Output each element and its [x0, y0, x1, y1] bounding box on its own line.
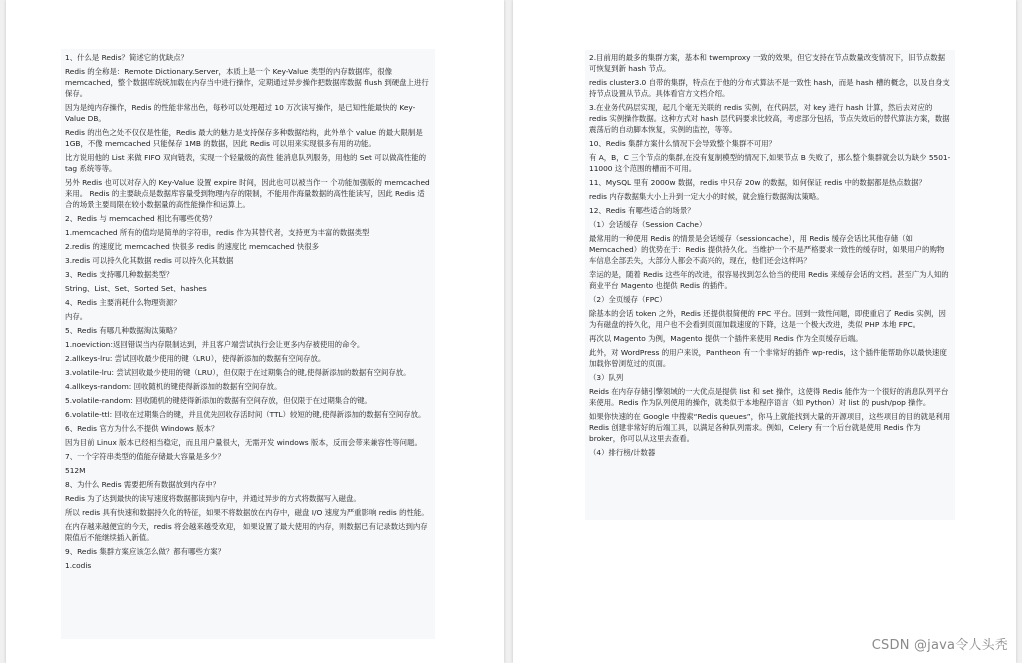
paragraph: 在内存越来越便宜的今天，redis 将会越来越受欢迎， 如果设置了最大使用的内存，则数据已有记录数达到内存限值后不能继续插入新值。	[65, 522, 428, 542]
paragraph: （3）队列	[589, 373, 624, 382]
paragraph: 1、什么是 Redis？简述它的优缺点？	[65, 53, 189, 62]
csdn-watermark: CSDN @java令人头秃	[871, 638, 1008, 653]
paragraph: 最常用的一种使用 Redis 的情景是会话缓存（sessioncache），用 Redis 缓存会话比其他存储（如 Memcached）的优势在于：Redis 提供持久化。当维护一个不是严格要求一致性的缓存时，如果用户的购物车信息全部丢失，大部分人都会不高兴的，现在，他们还会这样吗？	[589, 234, 945, 265]
paragraph: 1.memcached 所有的值均是简单的字符串，redis 作为其替代者，支持更为丰富的数据类型	[65, 228, 370, 237]
paragraph: 512M	[65, 466, 86, 475]
paragraph: Redis 为了达到最快的读写速度将数据都读到内存中，并通过异步的方式将数据写入磁盘。	[65, 494, 361, 503]
paragraph: （2）全页缓存（FPC）	[589, 295, 667, 304]
paragraph: Redis 的出色之处不仅仅是性能，Redis 最大的魅力是支持保存多种数据结构，此外单个 value 的最大限制是 1GB，不像 memcached 只能保存 1MB 的数据，因此 Redis 可以用来实现很多有用的功能。	[65, 128, 423, 148]
paragraph: String、List、Set、Sorted Set、hashes	[65, 284, 207, 293]
document-page-right	[513, 0, 1016, 663]
paragraph: 11、MySQL 里有 2000w 数据，redis 中只存 20w 的数据，如何保证 redis 中的数据都是热点数据？	[589, 178, 926, 187]
paragraph: 1.codis	[65, 561, 92, 570]
paragraph: 2.allkeys-lru: 尝试回收最少使用的键（LRU），使得新添加的数据有空间存放。	[65, 354, 326, 363]
paragraph: 因为目前 Linux 版本已经相当稳定，而且用户量很大，无需开发 windows 版本，反而会带来兼容性等问题。	[65, 438, 422, 447]
paragraph: 9、Redis 集群方案应该怎么做？都有哪些方案？	[65, 547, 226, 556]
paragraph: 3.redis 可以持久化其数据 redis 可以持久化其数据	[65, 256, 234, 265]
paragraph: 比方说用他的 List 来做 FIFO 双向链表，实现一个轻量级的高性 能消息队列服务，用他的 Set 可以做高性能的 tag 系统等等。	[65, 153, 427, 173]
paragraph: Reids 在内存存储引擎领域的一大优点是提供 list 和 set 操作，这使得 Redis 能作为一个很好的消息队列平台来使用。Redis 作为队列使用的操作，就类似于本地程序语言（如 Python）对 list 的 push/pop 操作。	[589, 387, 949, 407]
paragraph: 3.volatile-lru: 尝试回收最少使用的键（LRU），但仅限于在过期集合的键,使得新添加的数据有空间存放。	[65, 368, 411, 377]
paragraph: 6.volatile-ttl: 回收在过期集合的键，并且优先回收存活时间（TTL）较短的键,使得新添加的数据有空间存放。	[65, 410, 426, 419]
paragraph: （1）会话缓存（Session Cache）	[589, 220, 707, 229]
paragraph: 5.volatile-random: 回收随机的键使得新添加的数据有空间存放，但仅限于在过期集合的键。	[65, 396, 372, 405]
paragraph: Redis 的全称是：Remote Dictionary.Server，本质上是一个 Key-Value 类型的内存数据库，很像 memcached，整个数据库统统加载在内存当中进行操作，定期通过异步操作把数据库数据 flush 到硬盘上进行保存。	[65, 67, 429, 98]
paragraph: 另外 Redis 也可以对存入的 Key-Value 设置 expire 时间，因此也可以被当作一 个功能加强版的 memcached 来用。 Redis 的主要缺点是数据库容量受到物理内存的限制，不能用作海量数据的高性能读写，因此 Redis 适合的场景主要局限在较小数据量的高性能操作和运算上。	[65, 178, 430, 209]
paragraph: 幸运的是，随着 Redis 这些年的改进，很容易找到怎么恰当的使用 Redis 来缓存会话的文档。甚至广为人知的商业平台 Magento 也提供 Redis 的插件。	[589, 270, 949, 290]
paragraph: 再次以 Magento 为例，Magento 提供一个插件来使用 Redis 作为全页缓存后端。	[589, 334, 863, 343]
paragraph: 内存。	[65, 312, 88, 321]
paragraph: 7、一个字符串类型的值能存储最大容量是多少？	[65, 452, 225, 461]
paragraph: （4）排行榜/计数器	[589, 448, 656, 457]
paragraph: 1.noeviction:返回错误当内存限制达到，并且客户端尝试执行会让更多内存被使用的命令。	[65, 340, 365, 349]
paragraph: 6、Redis 官方为什么不提供 Windows 版本？	[65, 424, 219, 433]
paragraph: 除基本的会话 token 之外，Redis 还提供很简便的 FPC 平台。回到一致性问题，即使重启了 Redis 实例，因为有磁盘的持久化，用户也不会看到页面加载速度的下降，这是一个极大改进，类似 PHP 本地 FPC。	[589, 309, 946, 329]
paragraph: 5、Redis 有哪几种数据淘汰策略？	[65, 326, 181, 335]
paragraph: 因为是纯内存操作，Redis 的性能非常出色，每秒可以处理超过 10 万次读写操作，是已知性能最快的 Key-Value DB。	[65, 103, 416, 123]
paragraph: 此外，对 WordPress 的用户来说，Pantheon 有一个非常好的插件 wp-redis，这个插件能帮助你以最快速度加载你曾浏览过的页面。	[589, 348, 947, 368]
paragraph: 8、为什么 Redis 需要把所有数据放到内存中？	[65, 480, 220, 489]
paragraph: redis cluster3.0 自带的集群，特点在于他的分布式算法不是一致性 hash，而是 hash 槽的概念，以及自身支持节点设置从节点。具体看官方文档介绍。	[589, 78, 950, 98]
paragraph: 有 A，B，C 三个节点的集群,在没有复制模型的情况下,如果节点 B 失败了，那么整个集群就会以为缺少 5501-11000 这个范围的槽而不可用。	[589, 153, 951, 173]
paragraph: 所以 redis 具有快速和数据持久化的特征，如果不将数据放在内存中，磁盘 I/O 速度为严重影响 redis 的性能。	[65, 508, 429, 517]
paragraph: 4、Redis 主要消耗什么物理资源？	[65, 298, 181, 307]
right-text-column	[585, 50, 955, 520]
paragraph: 12、Redis 有哪些适合的场景？	[589, 206, 695, 215]
paragraph: 2、Redis 与 memcached 相比有哪些优势？	[65, 214, 217, 223]
paragraph: 3、Redis 支持哪几种数据类型？	[65, 270, 174, 279]
paragraph: 2.目前用的最多的集群方案，基本和 twemproxy 一致的效果，但它支持在节点数量改变情况下，旧节点数据可恢复到新 hash 节点。	[589, 53, 946, 73]
paragraph: 3.在业务代码层实现，起几个毫无关联的 redis 实例，在代码层，对 key 进行 hash 计算，然后去对应的 redis 实例操作数据。这种方式对 hash 层代码要求比较高，考虑部分包括，节点失效后的替代算法方案，数据震荡后的自动脚本恢复，实例的监控，等等。	[589, 103, 950, 134]
paragraph: 4.allkeys-random: 回收随机的键使得新添加的数据有空间存放。	[65, 382, 282, 391]
left-text-column	[61, 49, 435, 639]
document-page-left	[6, 0, 504, 663]
paragraph: 如果你快速的在 Google 中搜索“Redis queues”，你马上就能找到大量的开源项目，这些项目的目的就是利用 Redis 创建非常好的后端工具，以满足各种队列需求。例如，Celery 有一个后台就是使用 Redis 作为 broker，你可以从这里去查看。	[589, 412, 951, 443]
paragraph: redis 内存数据集大小上升到一定大小的时候，就会施行数据淘汰策略。	[589, 192, 824, 201]
paragraph: 10、Redis 集群方案什么情况下会导致整个集群不可用？	[589, 139, 776, 148]
paragraph: 2.redis 的速度比 memcached 快很多 redis 的速度比 memcached 快很多	[65, 242, 320, 251]
